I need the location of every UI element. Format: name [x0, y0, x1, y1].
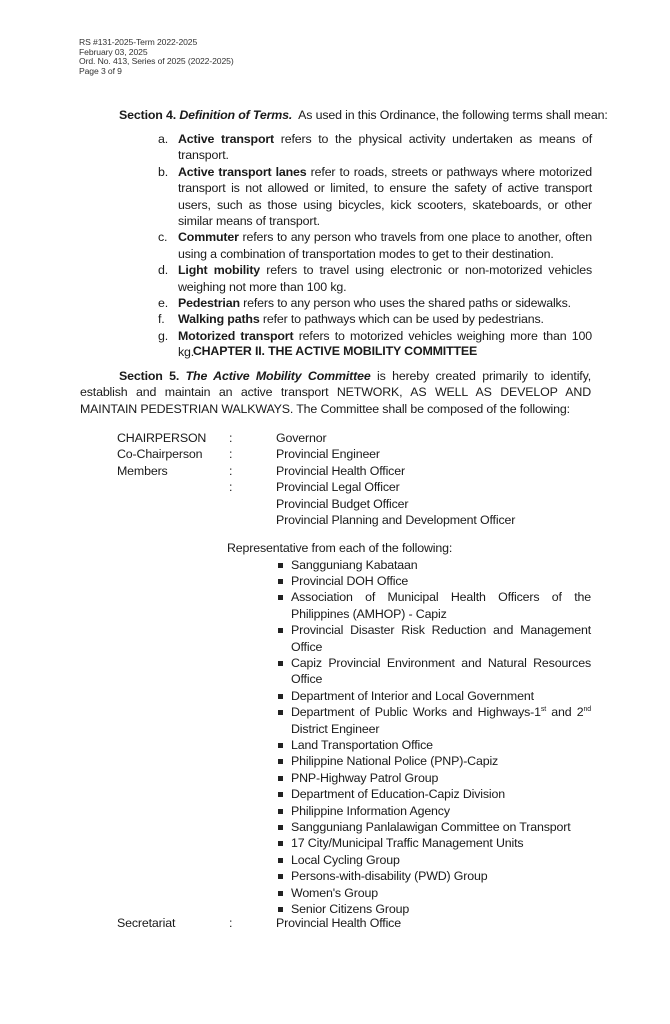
- committee-row: [117, 463, 597, 479]
- committee-row: [117, 479, 597, 495]
- definition-text: [178, 131, 592, 164]
- representative-name: [291, 803, 591, 819]
- representative-item: [276, 688, 591, 704]
- representative-item: [276, 819, 591, 835]
- committee-member: Governor: [276, 431, 327, 445]
- definition-item: [158, 164, 592, 230]
- representative-label: Department of Public Works and Highways-1: [291, 705, 541, 720]
- representative-label: Sangguniang Kabataan: [291, 557, 418, 572]
- representative-label: Senior Citizens Group: [291, 902, 410, 917]
- definition-body: refer to roads, streets or pathways where motorized transport is not allowed or limited, to ensure the safety of active transport users, such as those using bicycles, kick scooters, skateboards, or other similar means of transport.: [178, 164, 592, 229]
- header-page-line: Page 3 of 9: [79, 65, 122, 76]
- square-bullet-icon: [276, 852, 291, 868]
- definition-body: refers to any person who uses the shared paths or sidewalks.: [239, 296, 571, 311]
- representative-item: [276, 753, 591, 769]
- committee-role: [117, 479, 229, 495]
- square-bullet-icon: [276, 803, 291, 819]
- definition-term: Walking paths: [178, 312, 260, 327]
- definition-letter: a.: [158, 132, 169, 146]
- representative-label: Local Cycling Group: [291, 852, 400, 867]
- representative-label: Land Transportation Office: [291, 737, 433, 752]
- representative-label: Department of Education-Capiz Division: [291, 787, 505, 802]
- definition-letter: d.: [158, 263, 169, 278]
- representative-item: [276, 704, 591, 737]
- section-5-text: is hereby created primarily to identify, establish and maintain an active transport NETWORK, AS WELL AS DEVELOP AND MAINTAIN PEDESTRIAN WALKWAYS. The Committee shall be composed of the following:: [80, 369, 592, 416]
- representative-label: 17 City/Municipal Traffic Management Units: [291, 836, 524, 851]
- representative-label: Department of Interior and Local Government: [291, 688, 534, 703]
- committee-composition: [117, 430, 597, 528]
- square-bullet-icon: [276, 868, 291, 884]
- definition-item: [158, 262, 592, 295]
- committee-role: [117, 512, 229, 528]
- committee-colon: [229, 512, 276, 528]
- definition-text: [178, 262, 592, 295]
- definition-letter: b.: [158, 164, 169, 179]
- committee-row: [117, 512, 597, 528]
- representative-item: [276, 868, 591, 884]
- definition-term: Light mobility: [178, 263, 261, 278]
- representative-item: [276, 852, 591, 868]
- square-bullet-icon: [276, 622, 291, 655]
- square-bullet-icon: [276, 557, 291, 573]
- secretariat-role: Secretariat: [117, 916, 176, 930]
- representative-name: [291, 753, 591, 769]
- representative-name: [291, 655, 591, 688]
- definition-item: [158, 311, 592, 327]
- representatives-intro: Representative from each of the following:: [227, 541, 453, 555]
- square-bullet-icon: [276, 704, 291, 737]
- representative-name: [291, 737, 591, 753]
- definition-body: refers to any person who travels from one place to another, often using a combination of transportation modes to get to their destination.: [178, 230, 592, 261]
- section-4-heading: [119, 107, 608, 123]
- representative-label: Philippine Information Agency: [291, 803, 450, 818]
- committee-role: Co-Chairperson: [117, 447, 203, 462]
- definition-body: refers to travel using electronic or non-motorized vehicles weighing not more than 100 kg.: [178, 263, 593, 294]
- representative-name: [291, 589, 591, 622]
- square-bullet-icon: [276, 753, 291, 769]
- representative-label: Persons-with-disability (PWD) Group: [291, 869, 488, 884]
- definition-item: [158, 131, 592, 164]
- representative-item: [276, 622, 591, 655]
- header-ordinance-line: Ord. No. 413, Series of 2025 (2022-2025): [79, 56, 234, 67]
- section-5-paragraph: [80, 368, 591, 417]
- representative-label: PNP-Highway Patrol Group: [291, 770, 439, 785]
- representative-label: Provincial DOH Office: [291, 573, 409, 588]
- representative-label: Provincial Disaster Risk Reduction and Management Office: [291, 623, 591, 654]
- definition-term: Pedestrian: [178, 296, 240, 311]
- representative-label: Women's Group: [291, 885, 378, 900]
- definition-body: refers to motorized vehicles weighing more than 100 kg.: [178, 328, 593, 360]
- definition-term: Motorized transport: [178, 328, 294, 343]
- square-bullet-icon: [276, 885, 291, 901]
- representative-item: [276, 557, 591, 573]
- chapter-title: CHAPTER II. THE ACTIVE MOBILITY COMMITTEE: [192, 344, 478, 358]
- committee-colon: [229, 496, 276, 512]
- definition-letter: c.: [158, 230, 168, 245]
- representative-item: [276, 786, 591, 802]
- committee-member: Provincial Engineer: [276, 447, 380, 462]
- representative-name: [291, 885, 591, 901]
- committee-member: Provincial Health Officer: [276, 463, 405, 478]
- representative-name: [291, 704, 591, 737]
- representatives-list: [276, 557, 591, 918]
- committee-role: CHAIRPERSON: [117, 431, 207, 445]
- section-4-label: Section 4.: [119, 108, 177, 122]
- representative-name: [291, 770, 591, 786]
- representative-name: [291, 852, 591, 868]
- committee-member: Provincial Planning and Development Officer: [276, 512, 516, 527]
- committee-member: Provincial Budget Officer: [276, 496, 409, 511]
- definition-text: [178, 164, 592, 230]
- square-bullet-icon: [276, 770, 291, 786]
- committee-colon: :: [229, 463, 233, 478]
- committee-row: [117, 430, 597, 446]
- definition-body: refers to the physical activity undertaken as means of transport.: [178, 132, 592, 163]
- square-bullet-icon: [276, 573, 291, 589]
- representative-item: [276, 589, 591, 622]
- definition-body: refer to pathways which can be used by pedestrians.: [259, 312, 544, 327]
- square-bullet-icon: [276, 737, 291, 753]
- representative-name: [291, 835, 591, 851]
- document-header: [79, 38, 234, 76]
- section-5-label: Section 5.: [119, 369, 180, 383]
- section-4-title: Definition of Terms.: [179, 108, 293, 122]
- committee-colon: :: [229, 480, 233, 495]
- secretariat-row: [117, 915, 597, 931]
- representative-name: [291, 573, 591, 589]
- definition-letter: f.: [158, 312, 165, 327]
- square-bullet-icon: [276, 655, 291, 688]
- secretariat-value: Provincial Health Office: [276, 916, 401, 930]
- square-bullet-icon: [276, 589, 291, 622]
- section-4-intro: As used in this Ordinance, the following terms shall mean:: [298, 108, 608, 122]
- square-bullet-icon: [276, 688, 291, 704]
- representative-label: Association of Municipal Health Officers of the Philippines (AMHOP) - Capiz: [291, 590, 591, 621]
- representative-label: Capiz Provincial Environment and Natural Resources Office: [291, 655, 591, 687]
- square-bullet-icon: [276, 786, 291, 802]
- definition-letter: e.: [158, 296, 169, 311]
- representative-item: [276, 803, 591, 819]
- representative-item: [276, 655, 591, 688]
- committee-row: [117, 496, 597, 512]
- representative-item: [276, 770, 591, 786]
- definitions-list: [158, 131, 592, 361]
- header-resolution-line: RS #131-2025-Term 2022-2025: [79, 37, 198, 47]
- representative-name: [291, 868, 591, 884]
- representative-item: [276, 885, 591, 901]
- representative-name: [291, 819, 591, 835]
- representative-name: [291, 688, 591, 704]
- section-5-title: The Active Mobility Committee: [185, 369, 371, 383]
- representative-item: [276, 573, 591, 589]
- definition-text: [178, 229, 592, 262]
- representative-label-cont: District Engineer: [291, 721, 380, 736]
- representative-label: Sangguniang Panlalawigan Committee on Transport: [291, 820, 571, 834]
- definition-item: [158, 295, 592, 311]
- representative-label-cont: and 2: [546, 705, 584, 720]
- definition-term: Active transport lanes: [178, 164, 307, 179]
- definition-term: Active transport: [178, 132, 275, 146]
- ordinal-suffix: st: [540, 706, 547, 714]
- committee-row: [117, 446, 597, 462]
- ordinal-suffix: nd: [583, 706, 591, 714]
- definition-text: [178, 311, 592, 327]
- representative-item: [276, 737, 591, 753]
- square-bullet-icon: [276, 835, 291, 851]
- committee-colon: :: [229, 447, 233, 462]
- committee-role: Members: [117, 463, 168, 478]
- representative-name: [291, 557, 591, 573]
- secretariat-colon: :: [229, 916, 233, 930]
- representative-item: [276, 835, 591, 851]
- committee-role: [117, 496, 229, 512]
- representative-name: [291, 622, 591, 655]
- square-bullet-icon: [276, 819, 291, 835]
- header-date-line: February 03, 2025: [79, 46, 148, 57]
- representative-name: [291, 786, 591, 802]
- definition-term: Commuter: [178, 230, 239, 245]
- definition-text: [178, 295, 592, 311]
- definition-item: [158, 229, 592, 262]
- committee-colon: :: [229, 431, 233, 445]
- committee-member: Provincial Legal Officer: [276, 480, 400, 495]
- definition-letter: g.: [158, 328, 169, 343]
- representative-label: Philippine National Police (PNP)-Capiz: [291, 754, 499, 769]
